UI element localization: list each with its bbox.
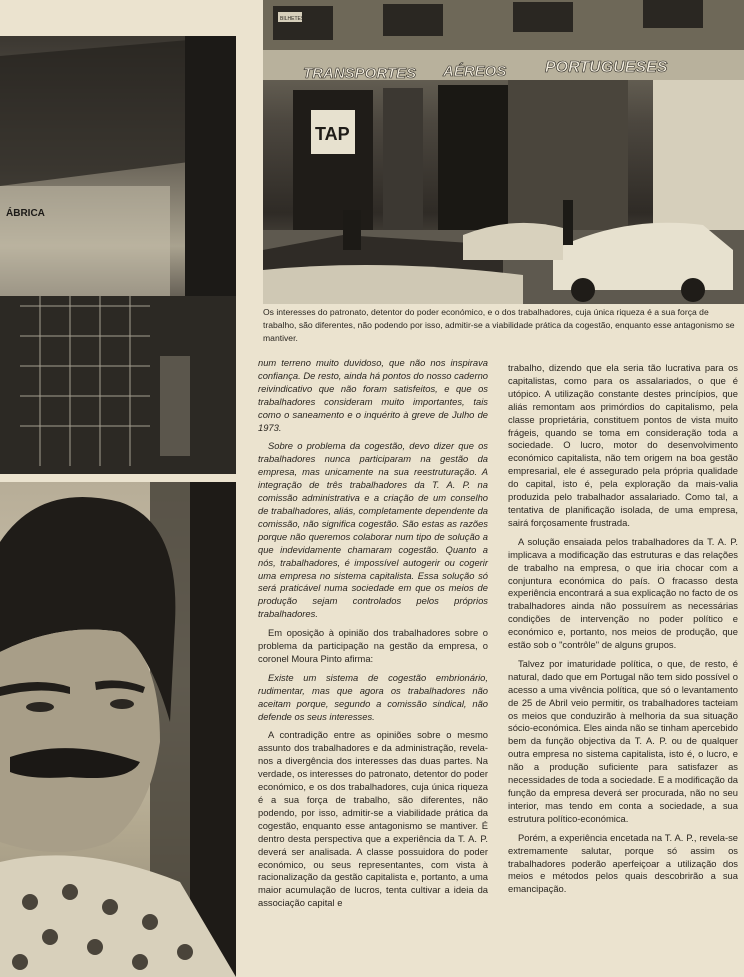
shop-interior-illustration: [0, 36, 236, 474]
quoted-paragraph: Existe um sistema de cogestão embrionário, rudimentar, mas que agora os trabalhadores não aceitam porque, segundo a comissão sindical, não defende os seus interesses.: [258, 671, 488, 722]
paragraph: Sobre o problema da cogestão, devo dizer que os trabalhadores nunca participaram na gestão da empresa, mas unicamente na sua reestruturação. A integração de três trabalhadores da T. A. P. na comissão administrativa e a criação de um conselho de trabalhadores, aliás, completamente dependente da comissão, não significa cogestão. São estas as razões porque não queremos colaborar num tipo de solução a que indevidamente chamaram cogestão. Quanto a nós, trabalhadores, é impossível autogerir ou cogerir uma empresa no sistema capitalista. Essa solução só será praticável numa sociedade em que os meios de produção sejam controlados pelos próprios trabalhadores.: [258, 440, 488, 620]
paragraph: Talvez por imaturidade política, o que, de resto, é natural, dado que em Portugal não tem sido possível o acesso a uma vivência política, que só o levantamento de 25 de Abril veio permitir, os trabalhadores tacteiam os meios que conduzirão à melhoria da sua situação sócio-económica. Eles ainda não se tinham apercebido bem da função objectiva da T. A. P. ou de qualquer outra empresa no sistema capitalista, isto é, o lucro, e não a produção suficiente para satisfazer as necessidades de toda a sociedade. E a modificação da função da empresa deverá ser procurada, não no seu interior, mas tendo em conta a sociedade, a sua estrutura político-económica.: [508, 657, 738, 824]
portrait-illustration: [0, 482, 236, 977]
shop-sign-text: ÁBRICA: [6, 208, 45, 219]
article-column-middle: [258, 357, 488, 910]
article-column-right: [508, 362, 738, 896]
paragraph: A solução ensaiada pelos trabalhadores da T. A. P. implicava a modificação das estruturas e das relações de trabalho na empresa, o que iria chocar com a conjuntura económica do país. O fracasso desta experiência encontrará a sua explicação no facto de os trabalhadores ainda não possuírem as necessárias condições de intervenção no poder político e económico e, portanto, nos meios de produção, que estão sob o "contrôle" de alguns grupos.: [508, 535, 738, 651]
bilhetes-sign-text: BILHETES: [280, 16, 305, 22]
paragraph: trabalho, dizendo que ela seria tão lucrativa para os capitalistas, como para os assalariados, o que é utópico. A utilização constante destes princípios, que aliás remontam aos primórdios do capitalismo, pela classe proprietária, constituem pontos de vista muito frágeis, quando se toma em consideração toda a sociedade. O lucro, motor do desenvolvimento económico capitalista, não tem origem na boa gestão empresarial, ele é assegurado pela própria qualidade do capital, isto é, pela exploração da mais-valia produzida pelo trabalhador assalariado. Como tal, a tentativa de planificação isolada, de uma empresa, sairá forçosamente frustrada.: [508, 362, 738, 528]
tap-office-illustration: [263, 0, 744, 304]
aereos-letters: AÉREOS: [443, 63, 507, 80]
tap-logo-text: TAP: [315, 124, 350, 144]
tap-office-street-photo: [263, 0, 744, 304]
portugueses-letters: PORTUGUESES: [545, 59, 668, 76]
paragraph: Porém, a experiência encetada na T. A. P., revela-se extremamente salutar, porque só assim os trabalhadores poderão aperfeiçoar a utilização dos meios e métodos pelos quais descobrirão a sua emancipação.: [508, 831, 738, 895]
paragraph: num terreno muito duvidoso, que não nos inspirava confiança. De resto, ainda há pontos do nosso caderno reivindicativo que não foram satisfeitos, e que os trabalhadores consideram muito importantes, tais como o saneamento e o inquérito à greve de Julho de 1973.: [258, 357, 488, 433]
shop-interior-photo: [0, 36, 236, 474]
paragraph: Em oposição à opinião dos trabalhadores sobre o problema da participação na gestão da empresa, o coronel Moura Pinto afirma:: [258, 627, 488, 664]
paragraph: A contradição entre as opiniões sobre o mesmo assunto dos trabalhadores e da administração, revela-nos a divergência dos interesses das duas partes. Na verdade, os interesses do patronato, detentor do poder económico, e os dos trabalhadores, cuja única riqueza é a sua força de trabalho, são diferentes, não podendo, por isso, admitir-se a viabilidade prática da cogestão, enquanto esse antagonismo se mantiver. É dentro desta perspectiva que a experiência da T. A. P. deverá ser analisada. A classe possuidora do poder económico, ou seus representantes, com vista à racionalização da gestão capitalista e, portanto, a uma maior acumulação de lucros, tenta cultivar a ideia da associação capital e: [258, 729, 488, 909]
portrait-photo: [0, 482, 236, 977]
transportes-letters: TRANSPORTES: [303, 65, 417, 82]
photo-caption: Os interesses do patronato, detentor do poder económico, e o dos trabalhadores, cuja única riqueza é a sua força de trabalho, são diferentes, não podendo por isso, admitir-se a viabilidade prática da cogestão, enquanto esse antagonismo se mantiver.: [263, 307, 735, 343]
